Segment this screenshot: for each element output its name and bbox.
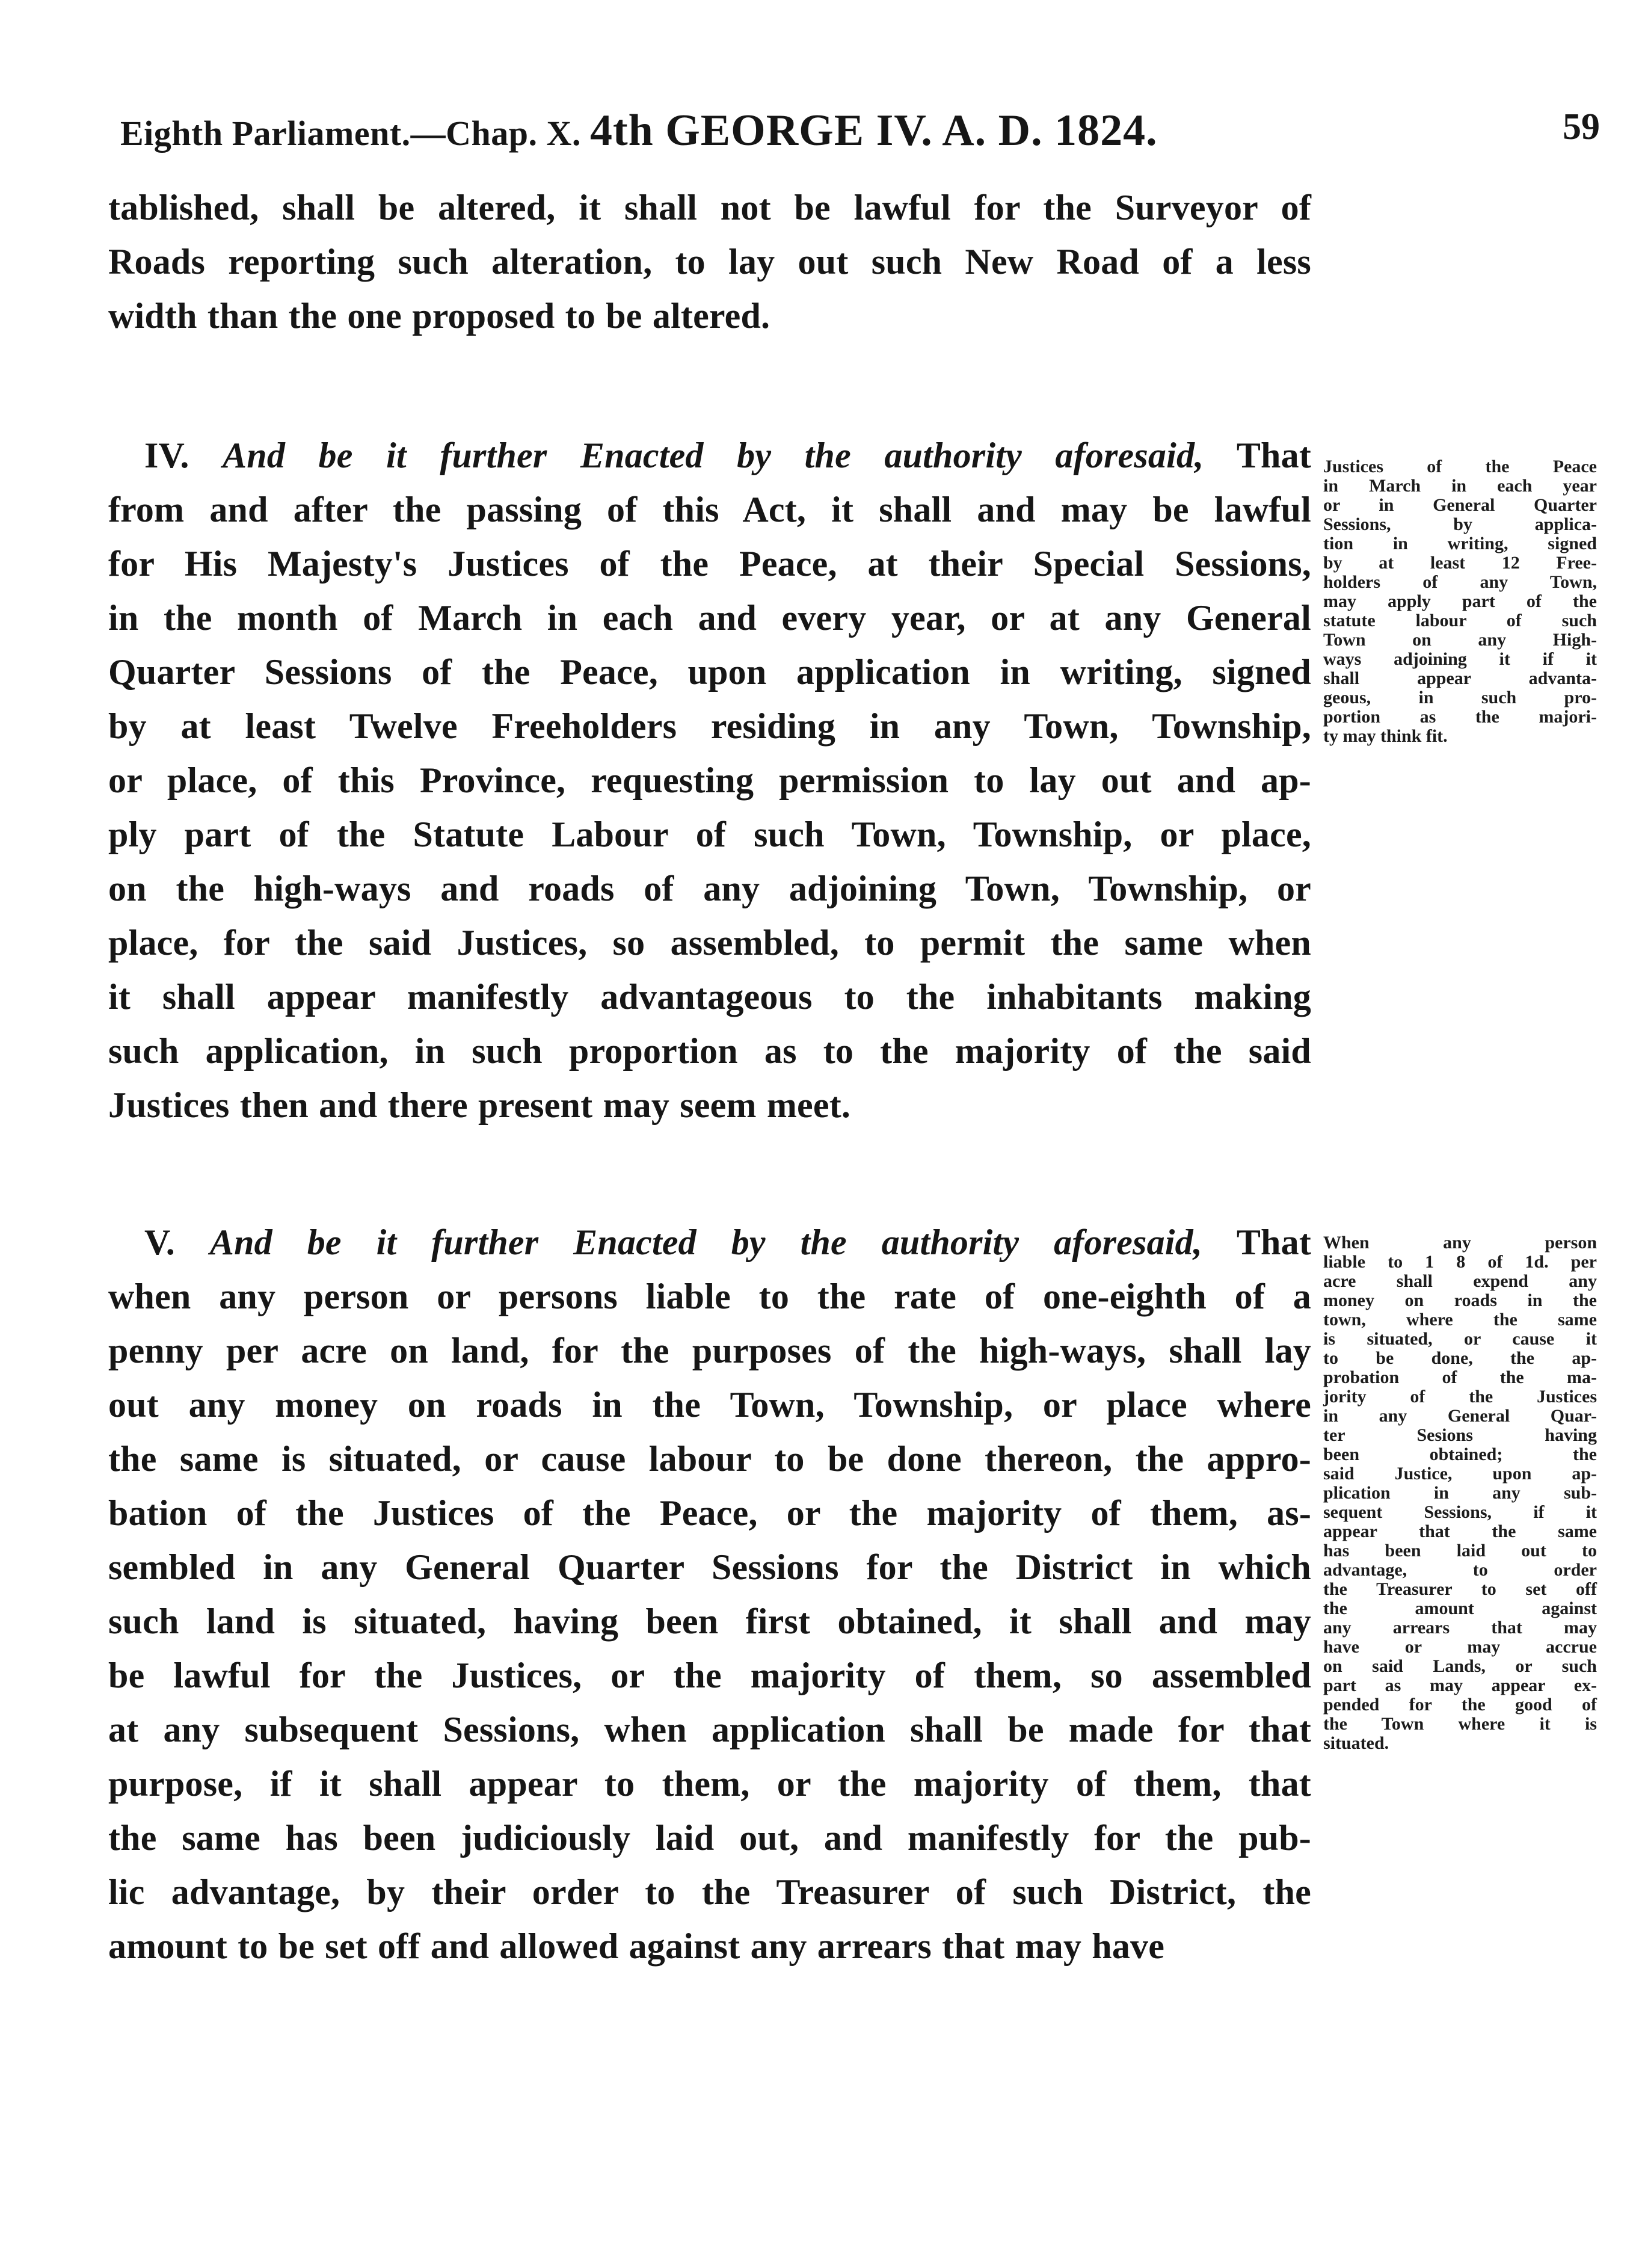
- margin-note-line: or in General Quarter: [1323, 495, 1597, 515]
- margin-note-line: pended for the good of: [1323, 1695, 1597, 1715]
- margin-note-line: the amount against: [1323, 1598, 1597, 1618]
- text-line: ply part of the Statute Labour of such Town, Township, or place,: [108, 815, 1311, 854]
- text-line: be lawful for the Justices, or the majority of them, so assembled: [108, 1656, 1311, 1695]
- margin-note-line: town, where the same: [1323, 1310, 1597, 1330]
- margin-note-line: in March in each year: [1323, 476, 1597, 496]
- text-line: at any subsequent Sessions, when application shall be made for that: [108, 1710, 1311, 1749]
- margin-note-line: in any General Quar-: [1323, 1406, 1597, 1426]
- margin-note-line: the Town where it is: [1323, 1714, 1597, 1734]
- section-iv: [108, 428, 1311, 1132]
- margin-note-line: shall appear advanta-: [1323, 668, 1597, 688]
- margin-note-line: by at least 12 Free-: [1323, 553, 1597, 573]
- text-line: in the month of March in each and every year, or at any General: [108, 598, 1311, 638]
- margin-note-line: portion as the majori-: [1323, 707, 1597, 727]
- text-line: tablished, shall be altered, it shall not be lawful for the Surveyor of: [108, 188, 1311, 227]
- text-line: the same has been judiciously laid out, and manifestly for the pub-: [108, 1818, 1311, 1858]
- text-line: from and after the passing of this Act, it shall and may be lawful: [108, 490, 1311, 529]
- margin-note-line: advantage, to order: [1323, 1560, 1597, 1580]
- margin-note-line: may apply part of the: [1323, 591, 1597, 611]
- text-line: such land is situated, having been first obtained, it shall and may: [108, 1601, 1311, 1641]
- margin-note-line: have or may accrue: [1323, 1637, 1597, 1657]
- margin-note-line: on said Lands, or such: [1323, 1656, 1597, 1676]
- text-line: the same is situated, or cause labour to be done thereon, the appro-: [108, 1439, 1311, 1479]
- section-iv-first-line: [108, 428, 1311, 482]
- first-line-tail: That: [1236, 1222, 1311, 1262]
- margin-note-line: Town on any High-: [1323, 630, 1597, 650]
- text-line: or place, of this Province, requesting permission to lay out and ap-: [108, 760, 1311, 800]
- enacting-clause: And be it further Enacted by the authority aforesaid,: [223, 436, 1204, 475]
- margin-note-line: the Treasurer to set off: [1323, 1579, 1597, 1599]
- text-line: sembled in any General Quarter Sessions for the District in which: [108, 1547, 1311, 1587]
- section-number: V.: [144, 1222, 175, 1262]
- text-line: on the high-ways and roads of any adjoining Town, Township, or: [108, 869, 1311, 908]
- text-line: Quarter Sessions of the Peace, upon application in writing, signed: [108, 652, 1311, 692]
- margin-note-line: ty may think fit.: [1323, 726, 1448, 746]
- margin-note-line: any arrears that may: [1323, 1618, 1597, 1638]
- margin-note-line: holders of any Town,: [1323, 572, 1597, 592]
- text-line: bation of the Justices of the Peace, or the majority of them, as-: [108, 1493, 1311, 1533]
- running-header: [120, 108, 1323, 153]
- margin-note-line: part as may appear ex-: [1323, 1675, 1597, 1695]
- margin-note-line: has been laid out to: [1323, 1541, 1597, 1561]
- margin-note-line: statute labour of such: [1323, 611, 1597, 630]
- text-line: when any person or persons liable to the rate of one-eighth of a: [108, 1277, 1311, 1316]
- text-line: purpose, if it shall appear to them, or the majority of them, that: [108, 1764, 1311, 1804]
- margin-note-line: Sessions, by applica-: [1323, 514, 1597, 534]
- margin-note-line: situated.: [1323, 1733, 1389, 1753]
- text-line: penny per acre on land, for the purposes of the high-ways, shall lay: [108, 1331, 1311, 1370]
- text-line: Roads reporting such alteration, to lay out such New Road of a less: [108, 242, 1311, 282]
- text-line: for His Majesty's Justices of the Peace, at their Special Sessions,: [108, 544, 1311, 584]
- margin-note-line: is situated, or cause it: [1323, 1329, 1597, 1349]
- margin-note-line: appear that the same: [1323, 1521, 1597, 1541]
- margin-note-iv: [1323, 457, 1597, 746]
- margin-note-line: When any person: [1323, 1233, 1597, 1253]
- margin-note-line: jority of the Justices: [1323, 1387, 1597, 1407]
- header-title-part2: 4th GEORGE IV. A. D. 1824.: [589, 106, 1158, 155]
- margin-note-line: Justices of the Peace: [1323, 457, 1597, 476]
- margin-note-v: [1323, 1233, 1597, 1753]
- text-line: it shall appear manifestly advantageous to the inhabitants making: [108, 977, 1311, 1017]
- margin-note-line: said Justice, upon ap-: [1323, 1464, 1597, 1484]
- text-line: lic advantage, by their order to the Treasurer of such District, the: [108, 1872, 1311, 1912]
- margin-note-line: to be done, the ap-: [1323, 1348, 1597, 1368]
- enacting-clause: And be it further Enacted by the authority aforesaid,: [209, 1222, 1203, 1262]
- text-line: Justices then and there present may seem meet.: [108, 1085, 851, 1125]
- text-line: such application, in such proportion as to the majority of the said: [108, 1031, 1311, 1071]
- page-number: 59: [1563, 106, 1600, 147]
- first-line-tail: That: [1236, 436, 1311, 475]
- margin-note-line: ter Sesions having: [1323, 1425, 1597, 1445]
- margin-note-line: been obtained; the: [1323, 1444, 1597, 1464]
- margin-note-line: sequent Sessions, if it: [1323, 1502, 1597, 1522]
- text-line: by at least Twelve Freeholders residing in any Town, Township,: [108, 706, 1311, 746]
- text-line: place, for the said Justices, so assembled, to permit the same when: [108, 923, 1311, 963]
- header-title-part1: Eighth Parliament.—Chap. X.: [120, 114, 581, 153]
- text-line: width than the one proposed to be altered.: [108, 296, 770, 336]
- text-line: out any money on roads in the Town, Township, or place where: [108, 1385, 1311, 1425]
- text-line: amount to be set off and allowed against any arrears that may have: [108, 1926, 1165, 1966]
- section-v: [108, 1215, 1311, 1973]
- margin-note-line: ways adjoining it if it: [1323, 649, 1597, 669]
- margin-note-line: plication in any sub-: [1323, 1483, 1597, 1503]
- margin-note-line: probation of the ma-: [1323, 1367, 1597, 1387]
- margin-note-line: geous, in such pro-: [1323, 688, 1597, 707]
- section-number: IV.: [144, 436, 189, 475]
- section-v-first-line: [108, 1215, 1311, 1269]
- margin-note-line: liable to 1 8 of 1d. per: [1323, 1252, 1597, 1272]
- margin-note-line: tion in writing, signed: [1323, 534, 1597, 553]
- continuation-paragraph: [108, 180, 1311, 343]
- margin-note-line: money on roads in the: [1323, 1290, 1597, 1310]
- margin-note-line: acre shall expend any: [1323, 1271, 1597, 1291]
